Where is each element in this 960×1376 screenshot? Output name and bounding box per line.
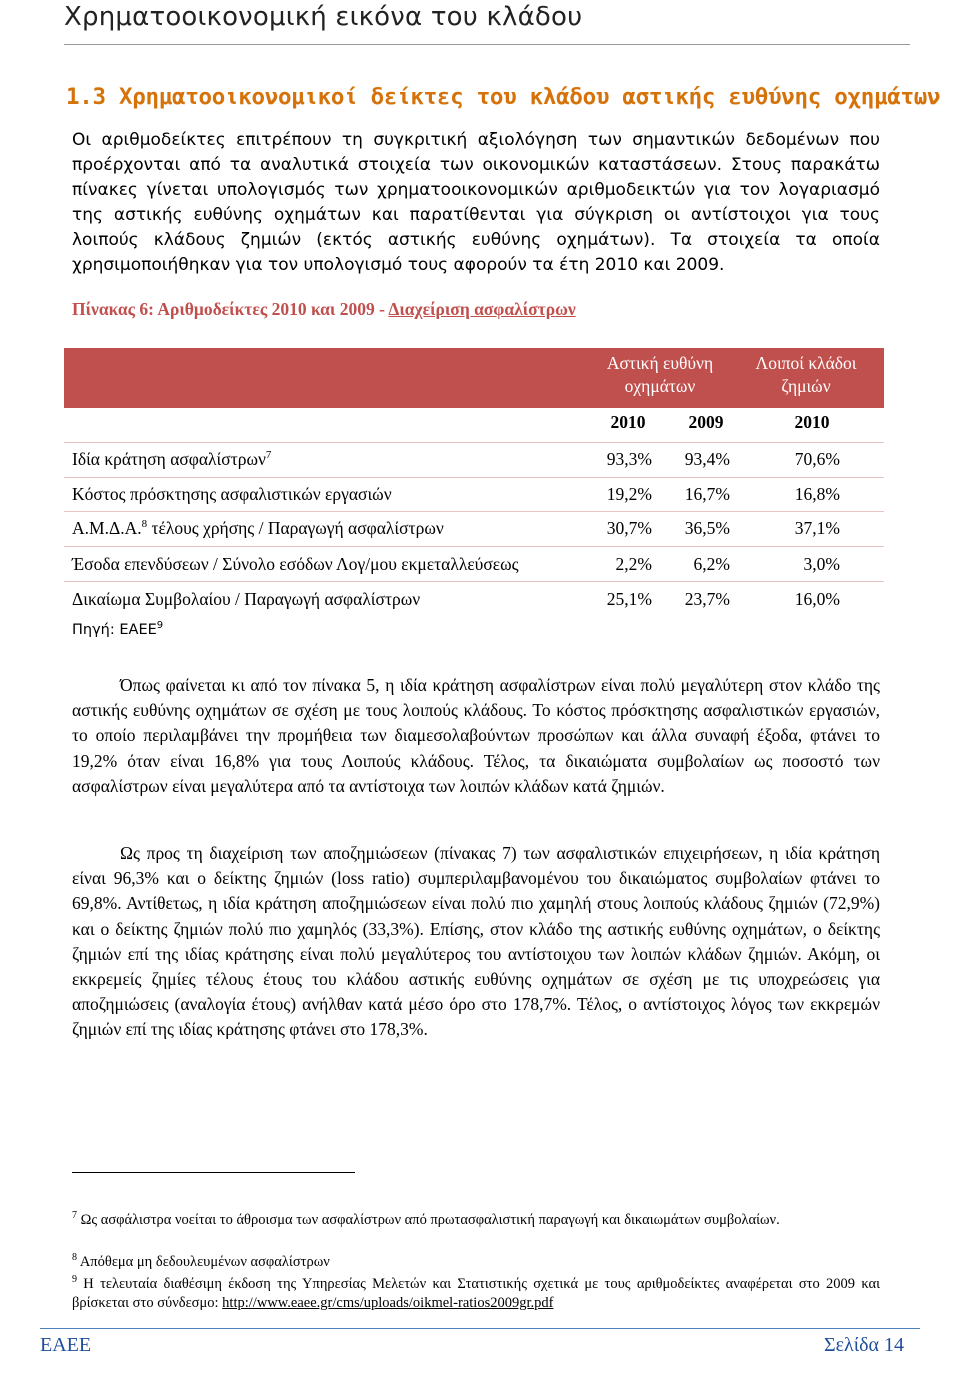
cell-civil-2010: 25,1% [606, 589, 652, 609]
cell-civil-2010: 93,3% [606, 449, 652, 469]
cell-civil-2010: 19,2% [606, 484, 652, 504]
footer-org: ΕΑΕΕ [40, 1334, 92, 1356]
page-header-title: Χρηματοοικονομική εικόνα του κλάδου [64, 2, 583, 32]
footer-divider [40, 1328, 920, 1329]
year-2010-other: 2010 [794, 412, 830, 432]
paragraph-text: Ως προς τη διαχείριση των αποζημιώσεων (πίνακας 7) των ασφαλιστικών επιχειρήσεων, η ιδία κράτηση είναι 96,3% και ο δείκτης ζημιών (loss ratio) συμπεριλαμβανομένου του δικαιώματος συμβολαίων φτάνει το 69,8%. Αντίθετως, η ιδία κράτηση αποζημιώσεων είναι πολύ πιο χαμηλή στους λοιπούς κλάδους ζημιών (72,9%) και ο δείκτης ζημιών πολύ πιο χαμηλός (33,3%). Επίσης, στον κλάδο της αστικής ευθύνης οχημάτων, ο δείκτης ζημιών επί της ιδίας κράτησης είναι πολύ μεγαλύτερος του αντίστοιχου των λοιπών κλάδων ζημιών. Ακόμη, οι εκκρεμείς ζημίες τέλους έτους του κλάδου αστικής ευθύνης οχημάτων σε σχέση με τις υποχρεώσεις για αποζημιώσεις (αναλογία έτους) ανήλθαν κατά μέσο όρο στο 178,7%. Τέλος, ο αντίστοιχος λόγος των εκκρεμών ζημιών επί της ιδίας κράτησης φτάνει στο 178,3%. [72, 843, 880, 1040]
footnote-8 [72, 1248, 880, 1272]
footnote-7 [72, 1206, 880, 1230]
row-sep [64, 546, 884, 547]
col-group-civil-liability: Αστική ευθύνη οχημάτων [606, 353, 714, 396]
cell-civil-2009: 16,7% [684, 484, 730, 504]
cell-civil-2009: 6,2% [693, 554, 730, 574]
cell-civil-2010: 30,7% [606, 518, 652, 538]
header-divider [64, 44, 910, 45]
intro-paragraph: Οι αριθμοδείκτες επιτρέπουν τη συγκριτική αξιολόγηση των σημαντικών δεδομένων που προέρχονται από τα αναλυτικά στοιχεία των οικονομικών καταστάσεων. Στους παρακάτω πίνακες γίνεται υπολογισμός των χρηματοοικονομικών αριθμοδεικτών για τον λογαριασμό της αστικής ευθύνης οχημάτων και παρατίθενται για σύγκριση οι αντίστοιχοι για τους λοιπούς κλάδους ζημιών (εκτός αστικής ευθύνης οχημάτων). Τα στοιχεία τα οποία χρησιμοποιήθηκαν για τον υπολογισμό τους αφορούν τα έτη 2010 και 2009. [72, 130, 880, 275]
cell-other-2010: 70,6% [794, 449, 840, 469]
row-label-text: Έσοδα επενδύσεων / Σύνολο εσόδων Λογ/μου εκμεταλλεύσεως [72, 554, 519, 574]
row-label-text: Α.Μ.Δ.Α. [72, 518, 142, 538]
footnote-rule [72, 1172, 355, 1173]
footnote-number: 8 [72, 1252, 77, 1263]
table-row-label [72, 589, 420, 610]
table-row-label [72, 484, 392, 505]
table-caption-prefix: Πίνακας 6: Αριθμοδείκτες 2010 και 2009 - [72, 299, 389, 319]
row-sep [64, 511, 884, 512]
table-row-label [72, 518, 444, 539]
row-label-text: Ιδία κράτηση ασφαλίστρων [72, 449, 266, 469]
year-2009-civil: 2009 [688, 412, 724, 432]
table-row-label [72, 449, 271, 470]
body-paragraph-2 [72, 841, 880, 1043]
col-group-other-branches: Λοιποί κλάδοι ζημιών [755, 353, 857, 396]
cell-civil-2010: 2,2% [615, 554, 652, 574]
footnote-number: 9 [72, 1274, 77, 1285]
footer-page-number: Σελίδα 14 [823, 1334, 904, 1356]
table-source [72, 620, 163, 638]
cell-other-2010: 3,0% [803, 554, 840, 574]
footnote-ref: 8 [141, 518, 148, 531]
section-heading: 1.3 Χρηματοοικονομικοί δείκτες του κλάδου αστικής ευθύνης οχημάτων [66, 84, 941, 110]
body-paragraph-1 [72, 673, 880, 799]
row-sep [64, 477, 884, 478]
cell-other-2010: 16,8% [794, 484, 840, 504]
footnote-ref: 9 [156, 620, 164, 631]
footnote-text: Ως ασφάλιστρα νοείται το άθροισμα των ασφαλίστρων από πρωτασφαλιστική παραγωγή και δικαιωμάτων συμβολαίων. [77, 1211, 780, 1228]
paragraph-text: Όπως φαίνεται κι από τον πίνακα 5, η ιδία κράτηση ασφαλίστρων είναι πολύ μεγαλύτερη στον κλάδο της αστικής ευθύνης οχημάτων σε σχέση με τους λοιπούς κλάδους. Το κόστος πρόσκτησης ασφαλιστικών εργασιών, το οποίο περιλαμβάνει την προμήθεια των διαμεσολαβούντων προσώπων και άλλα συναφή έξοδα, φτάνει το 19,2% όταν είναι 16,8% για τους Λοιπούς κλάδους. Τέλος, τα δικαιώματα συμβολαίων ως ποσοστό των ασφαλίστρων είναι μεγαλύτερα από τα αντίστοιχα των λοιπών κλάδων κατά ζημιών. [72, 675, 880, 796]
row-sep [64, 442, 884, 443]
cell-other-2010: 37,1% [794, 518, 840, 538]
source-label: Πηγή: ΕΑΕΕ [72, 621, 157, 638]
footnote-text: Η τελευταία διαθέσιμη έκδοση της Υπηρεσίας Μελετών και Στατιστικής σχετικά με τους αριθμοδείκτες αναφέρεται στο 2009 και βρίσκεται στο σύνδεσμο: [72, 1275, 880, 1311]
footnote-ref: 7 [265, 449, 272, 462]
row-label-text: Κόστος πρόσκτησης ασφαλιστικών εργασιών [72, 484, 392, 504]
table-caption [72, 299, 576, 320]
footnote-9 [72, 1270, 880, 1313]
table-row-label [72, 554, 519, 575]
row-label-text: Δικαίωμα Συμβολαίου / Παραγωγή ασφαλίστρων [72, 589, 421, 609]
table-caption-underlined: Διαχείριση ασφαλίστρων [388, 299, 576, 319]
footnote-link[interactable]: http://www.eaee.gr/cms/uploads/oikmel-ratios2009gr.pdf [222, 1294, 554, 1311]
cell-civil-2009: 93,4% [684, 449, 730, 469]
row-label-rest: τέλους χρήσης / Παραγωγή ασφαλίστρων [147, 518, 444, 538]
footnote-number: 7 [72, 1210, 77, 1221]
cell-other-2010: 16,0% [794, 589, 840, 609]
cell-civil-2009: 36,5% [684, 518, 730, 538]
footnote-text: Απόθεμα μη δεδουλευμένων ασφαλίστρων [77, 1253, 330, 1270]
year-2010-civil: 2010 [610, 412, 646, 432]
cell-civil-2009: 23,7% [684, 589, 730, 609]
year-row [64, 410, 884, 440]
row-sep [64, 581, 884, 582]
